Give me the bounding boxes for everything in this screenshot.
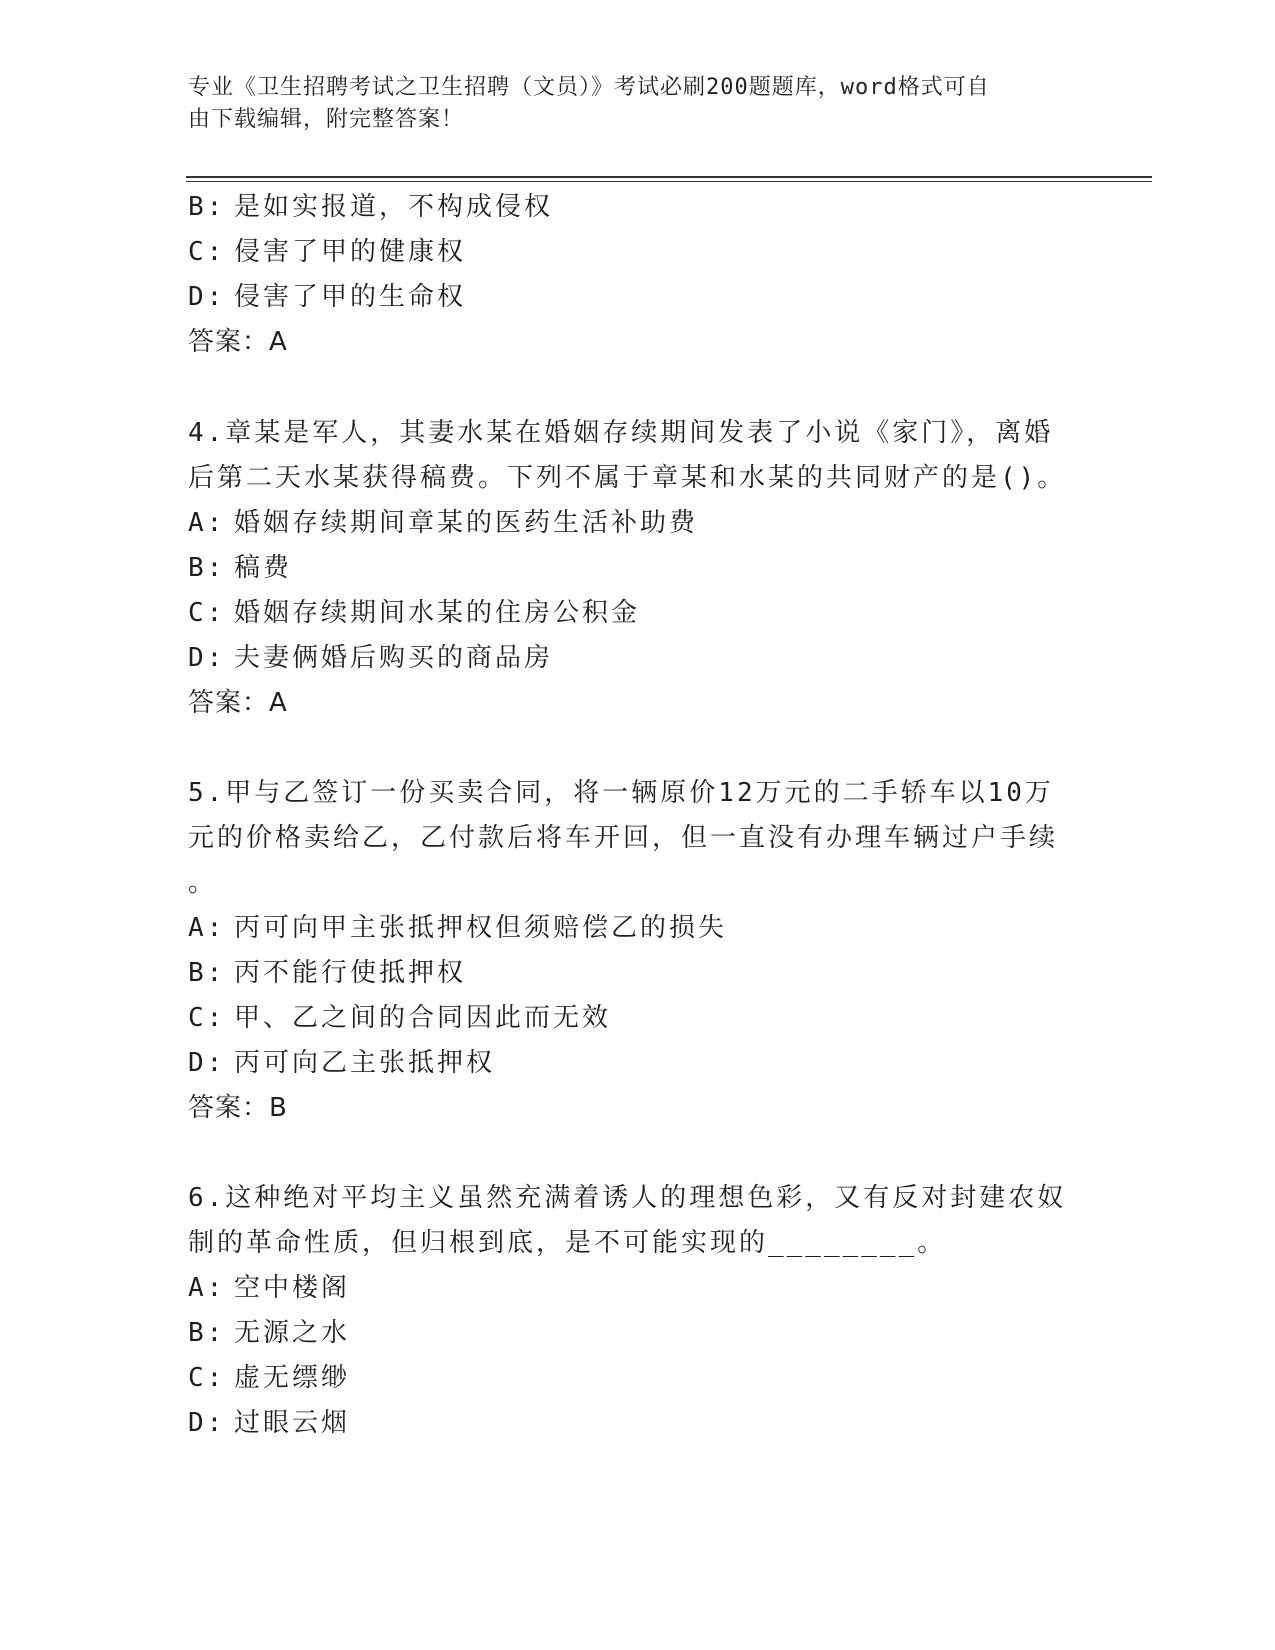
option-key: C:: [188, 1363, 226, 1393]
option-key: A:: [188, 1273, 226, 1303]
header-rule-bottom: [186, 181, 1152, 182]
option-text: 稿费: [234, 553, 293, 583]
q3-option-d: [188, 274, 1068, 320]
q5-option-d: [188, 1040, 1068, 1086]
option-text: 丙可向乙主张抵押权: [234, 1048, 496, 1078]
option-text: 丙不能行使抵押权: [234, 958, 467, 988]
option-text: 侵害了甲的健康权: [234, 237, 467, 267]
option-text: 夫妻俩婚后购买的商品房: [234, 643, 554, 673]
option-key: B:: [188, 958, 226, 988]
q4-option-b: [188, 545, 1068, 591]
option-text: 无源之水: [234, 1318, 351, 1348]
q4-option-d: [188, 635, 1068, 681]
q6-option-a: [188, 1265, 1068, 1311]
option-key: D:: [188, 643, 226, 673]
q4-stem-line-2: 后第二天水某获得稿费。下列不属于章某和水某的共同财产的是()。: [188, 463, 1067, 493]
option-text: 是如实报道，不构成侵权: [234, 192, 554, 222]
q4-option-a: [188, 500, 1068, 546]
q6-option-c: [188, 1355, 1068, 1401]
option-key: B:: [188, 1318, 226, 1348]
option-text: 空中楼阁: [234, 1273, 351, 1303]
q3-answer: 答案：A: [188, 327, 288, 357]
q5-option-c: [188, 995, 1068, 1041]
option-text: 侵害了甲的生命权: [234, 282, 467, 312]
q5-answer: 答案：B: [188, 1093, 288, 1123]
option-key: B:: [188, 553, 226, 583]
q6-stem-line-1: 6.这种绝对平均主义虽然充满着诱人的理想色彩，又有反对封建农奴: [188, 1183, 1067, 1213]
option-key: D:: [188, 282, 226, 312]
q4-option-c: [188, 590, 1068, 636]
option-key: D:: [188, 1048, 226, 1078]
q3-option-b: [188, 184, 1068, 230]
option-key: C:: [188, 1003, 226, 1033]
q4-answer: 答案：A: [188, 688, 288, 718]
q5-stem-line-2: 元的价格卖给乙，乙付款后将车开回，但一直没有办理车辆过户手续: [188, 823, 1059, 853]
option-text: 丙可向甲主张抵押权但须赔偿乙的损失: [234, 913, 728, 943]
option-key: D:: [188, 1408, 226, 1438]
option-text: 虚无缥缈: [234, 1363, 351, 1393]
option-key: A:: [188, 913, 226, 943]
option-text: 过眼云烟: [234, 1408, 351, 1438]
q6-option-d: [188, 1400, 1068, 1446]
option-text: 甲、乙之间的合同因此而无效: [234, 1003, 612, 1033]
option-key: C:: [188, 598, 226, 628]
q3-option-c: [188, 229, 1068, 275]
q5-stem-line-3: 。: [188, 868, 218, 898]
header-rule-top: [186, 176, 1152, 178]
q5-option-a: [188, 905, 1068, 951]
option-key: A:: [188, 508, 226, 538]
q5-option-b: [188, 950, 1068, 996]
q4-stem-line-1: 4.章某是军人，其妻水某在婚姻存续期间发表了小说《家门》，离婚: [188, 418, 1054, 448]
option-key: C:: [188, 237, 226, 267]
document-header: [188, 72, 1068, 136]
option-key: B:: [188, 192, 226, 222]
header-line-1: 专业《卫生招聘考试之卫生招聘（文员）》考试必刷200题题库，word格式可自: [188, 75, 990, 100]
q5-stem-line-1: 5.甲与乙签订一份买卖合同，将一辆原价12万元的二手轿车以10万: [188, 778, 1054, 808]
option-text: 婚姻存续期间水某的住房公积金: [234, 598, 641, 628]
option-text: 婚姻存续期间章某的医药生活补助费: [234, 508, 699, 538]
q6-option-b: [188, 1310, 1068, 1356]
q6-stem-line-2: 制的革命性质，但归根到底，是不可能实现的________。: [188, 1228, 947, 1258]
header-line-2: 由下载编辑，附完整答案！: [188, 107, 465, 132]
